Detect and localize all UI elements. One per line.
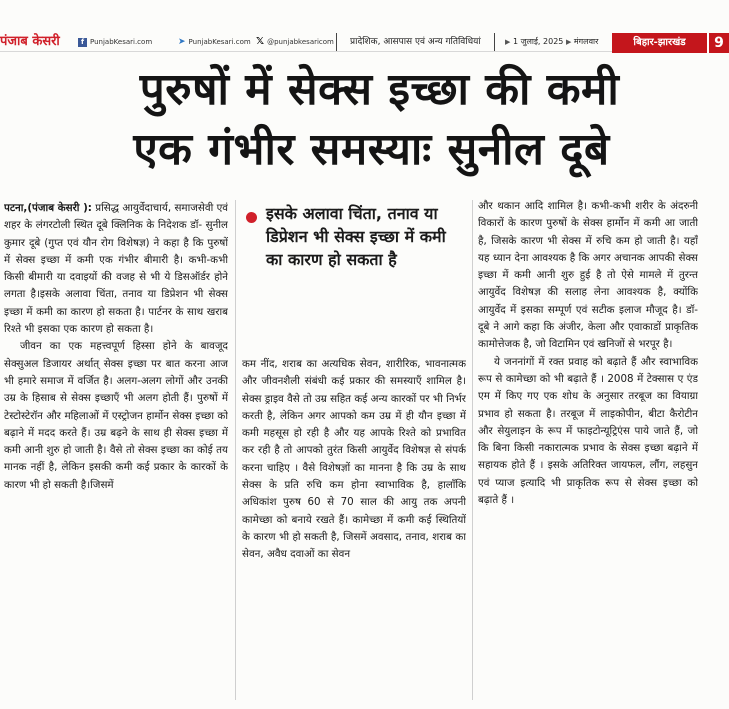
pull-quote-text: इसके अलावा चिंता, तनाव या डिप्रेशन भी सेक्स इच्छा में कमी का कारण हो सकता है [266, 204, 446, 269]
dateline-header [505, 34, 598, 50]
issue-date: 1 जुलाई, 2025 [512, 37, 564, 46]
headline [0, 60, 729, 180]
facebook-handle [78, 34, 152, 50]
pull-quote [244, 202, 466, 342]
masthead [0, 0, 729, 52]
article-column-2 [242, 356, 466, 700]
x-logo-icon: 𝕏 [256, 36, 265, 47]
paper-plane-icon: ➤ [178, 37, 186, 47]
triangle-right-icon: ▶ [505, 38, 511, 46]
article-paragraph [4, 200, 228, 338]
website-handle-text: PunjabKesari.com [188, 38, 251, 46]
headline-line-2: एक गंभीर समस्याः सुनील दूबे [133, 124, 610, 175]
page-number: 9 [707, 33, 729, 53]
article-paragraph: कम नींद, शराब का अत्यधिक सेवन, शारीरिक, भावनात्मक और जीवनशैली संबंधी कई प्रकार की समस्याएँ शामिल है। सेक्स ड्राइव वैसे तो उम्र सहित कई अन्य कारकों पर भी निर्भर करती है, लेकिन अगर आपको कम उम्र में ही यौन इच्छा में कमी महसूस हो रही है और यह आपके रिश्ते को प्रभावित कर रही है तो आपको तुरंत किसी आयुर्वेद विशेषज्ञ से संपर्क करना चाहिए । वैसे विशेषज्ञों का मानना है कि उम्र के साथ सेक्स के प्रति रुचि कम होना स्वाभाविक है, हालाँकि अधिकांश पुरुष 60 से 70 साल की आयु तक अपनी कामेच्छा को बनाये रखते हैं। कामेच्छा में कमी कई स्थितियों के कारण भी हो सकती है, जिसमें अवसाद, तनाव, शराब का सेवन, अवैध दवाओं का सेवन [242, 358, 466, 561]
facebook-handle-text: PunjabKesari.com [90, 38, 153, 46]
article-paragraph: और थकान आदि शामिल है। कभी-कभी शरीर के अंदरुनी विकारों के कारण पुरुषों के सेक्स हार्मोन में कमी आ जाती है, जिसके कारण भी सेक्स में रुचि कम हो जाती है। यहाँ यह ध्यान देना आवश्यक है कि अगर अचानक आपकी सेक्स इच्छा में कमी आनी शुरु हुई है तो ऐसे मामले में तुरन्त आयुर्वेद विशेषज्ञ की सलाह लेना आवश्यक है, क्योंकि आयुर्वेद में इसका सम्पूर्ण एवं सटीक इलाज मौजूद है। डॉ- दूबे ने आगे कहा कि अंजीर, केला और एवाकाडों प्राकृतिक कामोत्तेजक है, जो विटामिन एवं खनिजों से भरपूर है। [478, 200, 698, 351]
newspaper-logo: पंजाब केसरी [0, 34, 60, 49]
article-column-3 [478, 198, 698, 698]
masthead-divider [336, 33, 337, 51]
article-paragraph: जीवन का एक महत्त्वपूर्ण हिस्सा होने के बावजूद सेक्सुअल डिजायर अर्थात् सेक्स इच्छा पर बात करना आज भी हमारे समाज में वर्जित है। अलग-अलग लोगों और उनकी उम्र के हिसाब से सेक्स इच्छाएँ भी अलग होती हैं। पुरुषों में टेस्टोस्टेरॉन और महिलाओं में एस्ट्रोजन हार्मोन सेक्स इच्छा को बढ़ाने में मदद करते हैं। उम्र बढ़ने के साथ ही सेक्स इच्छा में कमी आनी शुरु हो जाती है। वैसे तो सेक्स इच्छा का कोई तय मानक नहीं है, लेकिन इसकी कमी कई प्रकार के कारकों के कारण भी हो सकती है।जिसमें [4, 340, 228, 491]
column-rule [235, 200, 236, 700]
triangle-right-icon: ▶ [565, 38, 572, 46]
section-label: प्रादेशिक, आसपास एवं अन्य गतिविधियां [350, 37, 481, 47]
dateline: पटना,(पंजाब केसरी ): [4, 202, 92, 214]
region-badge: बिहार-झारखंड [612, 33, 707, 53]
article-paragraph: ये जननांगों में रक्त प्रवाह को बढ़ाते हैं और स्वाभाविक रूप से कामेच्छा को भी बढ़ाते हैं । 2008 में टेक्सास ए एंड एम में किए गए एक शोध के अनुसार तरबूज का वियाग्रा प्रभाव हो सकता है। तरबूज में लाइकोपीन, बीटा कैरोटीन और सेयुलाइन के रूप में फाइटोन्यूट्रिएंस पाये जाते हैं, जो कि बिना किसी नकारात्मक प्रभाव के सेक्स इच्छा बढ़ाने में सहायक होते हैं । इसके अतिरिक्त जायफल, लौंग, लहसुन एवं प्याज इत्यादि भी प्राकृतिक रूप से सेक्स इच्छा को बढ़ाते हैं । [478, 355, 698, 507]
bullet-dot-icon [246, 212, 257, 223]
column-rule [472, 200, 473, 700]
masthead-divider [494, 33, 495, 51]
x-handle-text: @punjabkesaricom [267, 38, 334, 46]
paragraph-text: प्रसिद्ध आयुर्वेदाचार्य, समाजसेवी एवं शहर के लंगरटोली स्थित दूबे क्लिनिक के निदेशक डॉ- सुनील कुमार दूबे (गुप्त एवं यौन रोग विशेषज्ञ) ने कहा है कि पुरुषों में सेक्स इच्छा में कमी एक गंभीर बीमारी है। कभी-कभी किसी बीमारी या दवाइयों की वजह से भी ये डिसऑर्डर होने लगता है।इसके अलावा चिंता, तनाव या डिप्रेशन भी सेक्स इच्छा में कमी का कारण हो सकता है। पार्टनर के साथ खराब रिश्ते भी इसका एक कारण हो सकता है। [4, 202, 228, 336]
headline-line-1: पुरुषों में सेक्स इच्छा की कमी [139, 64, 620, 115]
article-column-1 [4, 200, 228, 700]
x-handle [256, 34, 334, 50]
website-handle [178, 34, 251, 50]
facebook-icon: f [78, 38, 87, 47]
issue-weekday: मंगलवार [573, 37, 599, 46]
